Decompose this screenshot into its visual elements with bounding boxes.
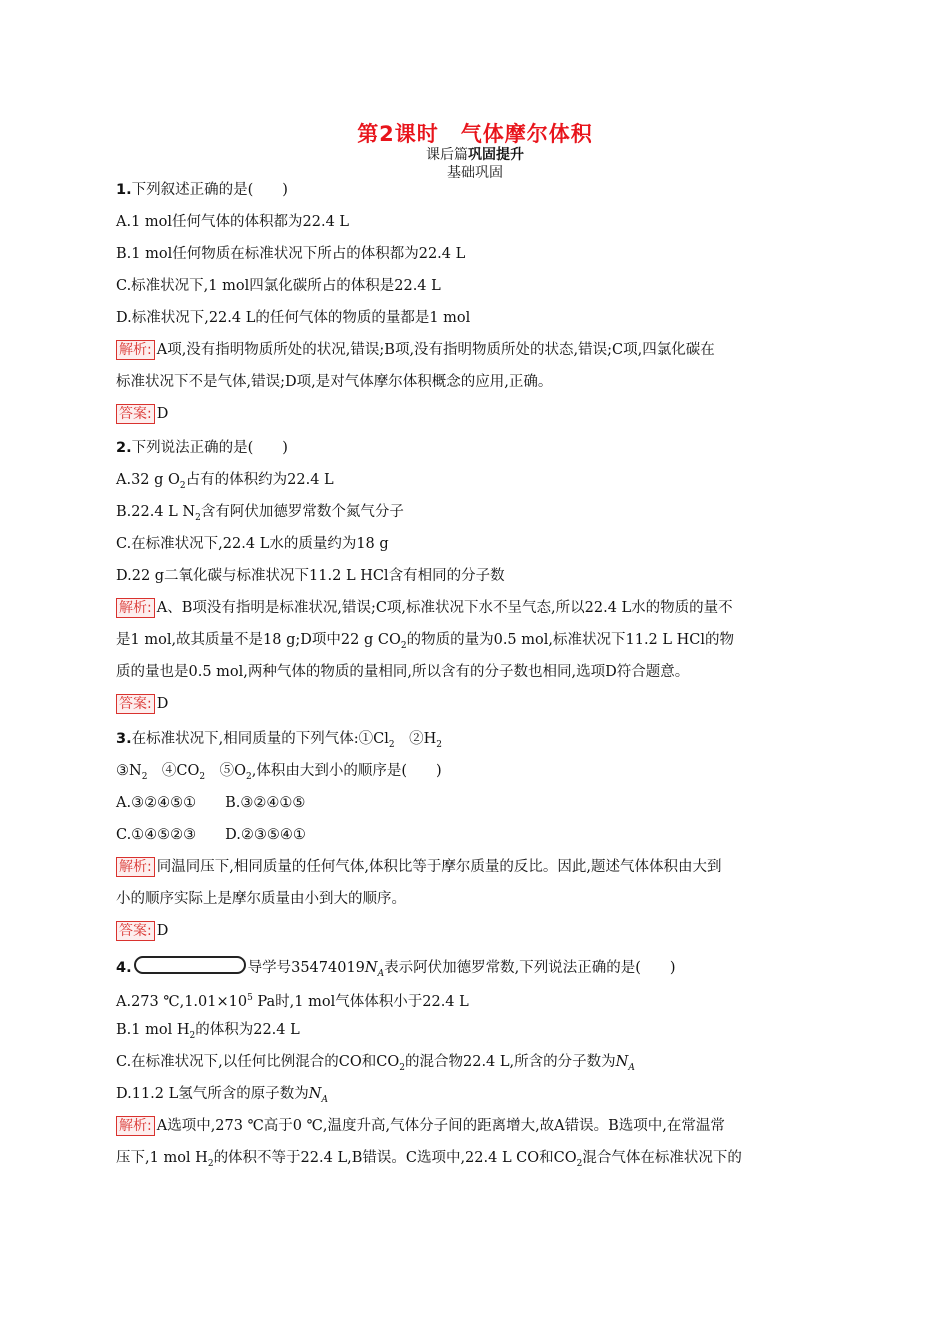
analysis-text: 同温同压下,相同质量的任何气体,体积比等于摩尔质量的反比。因此,题述气体体积由大到 [156, 859, 722, 875]
analysis-tag: 解析: [116, 598, 155, 618]
q3-options-ab: A.③②④⑤① B.③②④①⑤ [116, 795, 306, 811]
q2-analysis-line-2: 是1 mol,故其质量不是18 g;D项中22 g $CO_2$的物质的量为0.5 mol,标准状况下11.2 L HCl的物 [116, 632, 734, 651]
question-text: 下列叙述正确的是( ) [131, 182, 288, 198]
analysis-text: A、B项没有指明是标准状况,错误;C项,标准状况下水不呈气态,所以22.4 L水的物质的量不 [156, 600, 733, 616]
question-2-stem [116, 438, 836, 458]
analysis-tag: 解析: [116, 340, 155, 360]
q1-analysis-line-1 [116, 340, 836, 360]
q1-option-c: C.标准状况下,1 mol四氯化碳所占的体积是22.4 L [116, 278, 441, 294]
guide-number-box [134, 956, 246, 974]
answer-tag: 答案: [116, 921, 155, 941]
q2-answer [116, 694, 836, 714]
q4-option-a: A.273 $℃,1.01\times 10^5$ Pa时,1 mol气体体积小于22.4 L [116, 993, 469, 1010]
q4-analysis-line-2: 压下,1 mol $H_2$的体积不等于22.4 L,B错误。C选项中,22.4 L CO和$CO_2$混合气体在标准状况下的 [116, 1150, 742, 1169]
q1-option-a: A.1 mol任何气体的体积都为22.4 L [116, 214, 350, 230]
question-number: 2. [116, 440, 132, 456]
subtitle-bold: 巩固提升 [468, 147, 524, 163]
answer-text: D [156, 696, 169, 712]
page-title: 第2课时 气体摩尔体积 [357, 122, 593, 146]
analysis-text: A选项中,273 ℃高于0 ℃,温度升高,气体分子间的距离增大,故A错误。B选项中,在常温常 [156, 1118, 725, 1134]
question-4-stem: 4. 导学号$35474019N_A$表示阿伏加德罗常数,下列说法正确的是( ) [116, 956, 836, 984]
answer-tag: 答案: [116, 694, 155, 714]
question-text: 下列说法正确的是( ) [131, 440, 288, 456]
question-3-stem-line-2: $③N_2$ $④CO_2$ $⑤O_2$,体积由大到小的顺序是( ) [116, 763, 442, 782]
q4-option-b: B.1 mol $H_2$的体积为22.4 L [116, 1022, 300, 1041]
q2-option-c: C.在标准状况下,22.4 L水的质量约为18 g [116, 536, 389, 552]
q2-analysis-line-1 [116, 598, 836, 618]
q3-options-cd: C.①④⑤②③ D.②③⑤④① [116, 827, 306, 843]
page-subtitle [0, 144, 950, 164]
q1-option-d: D.标准状况下,22.4 L的任何气体的物质的量都是1 mol [116, 310, 471, 326]
q3-analysis-line-2: 小的顺序实际上是摩尔质量由小到大的顺序。 [116, 891, 406, 907]
question-number: 4. [116, 960, 132, 976]
q1-answer [116, 404, 836, 424]
answer-text: D [156, 923, 169, 939]
subtitle-prefix: 课后篇 [426, 147, 468, 163]
q2-option-a: A.32 g $O_2$占有的体积约为22.4 L [116, 472, 334, 491]
section-heading: 基础巩固 [447, 165, 503, 181]
question-3-stem: 3.在标准状况下,相同质量的下列气体$:①Cl_2$ $②H_2$ [116, 731, 442, 750]
q2-option-b: B.22.4 L $N_2$含有阿伏加德罗常数个氮气分子 [116, 504, 404, 523]
analysis-tag: 解析: [116, 1116, 155, 1136]
question-number: 3. [116, 731, 132, 747]
q3-answer [116, 921, 836, 941]
q1-analysis-line-2: 标准状况下不是气体,错误;D项,是对气体摩尔体积概念的应用,正确。 [116, 374, 553, 390]
q4-option-c: C.在标准状况下,以任何比例混合的CO和$CO_2$的混合物22.4 L,所含的分子数为$N_A$ [116, 1054, 635, 1073]
analysis-text: A项,没有指明物质所处的状况,错误;B项,没有指明物质所处的状态,错误;C项,四氯化碳在 [156, 342, 715, 358]
q4-option-d: D.11.2 L氢气所含的原子数为$N_A$ [116, 1086, 328, 1105]
q2-option-d: D.22 g二氧化碳与标准状况下11.2 L HCl含有相同的分子数 [116, 568, 505, 584]
q3-analysis-line-1 [116, 857, 836, 877]
q1-option-b: B.1 mol任何物质在标准状况下所占的体积都为22.4 L [116, 246, 466, 262]
q2-analysis-line-3: 质的量也是0.5 mol,两种气体的物质的量相同,所以含有的分子数也相同,选项D符合题意。 [116, 664, 690, 680]
question-number: 1. [116, 182, 132, 198]
q4-analysis-line-1 [116, 1116, 836, 1136]
question-1-stem [116, 180, 836, 200]
answer-text: D [156, 406, 169, 422]
answer-tag: 答案: [116, 404, 155, 424]
analysis-tag: 解析: [116, 857, 155, 877]
